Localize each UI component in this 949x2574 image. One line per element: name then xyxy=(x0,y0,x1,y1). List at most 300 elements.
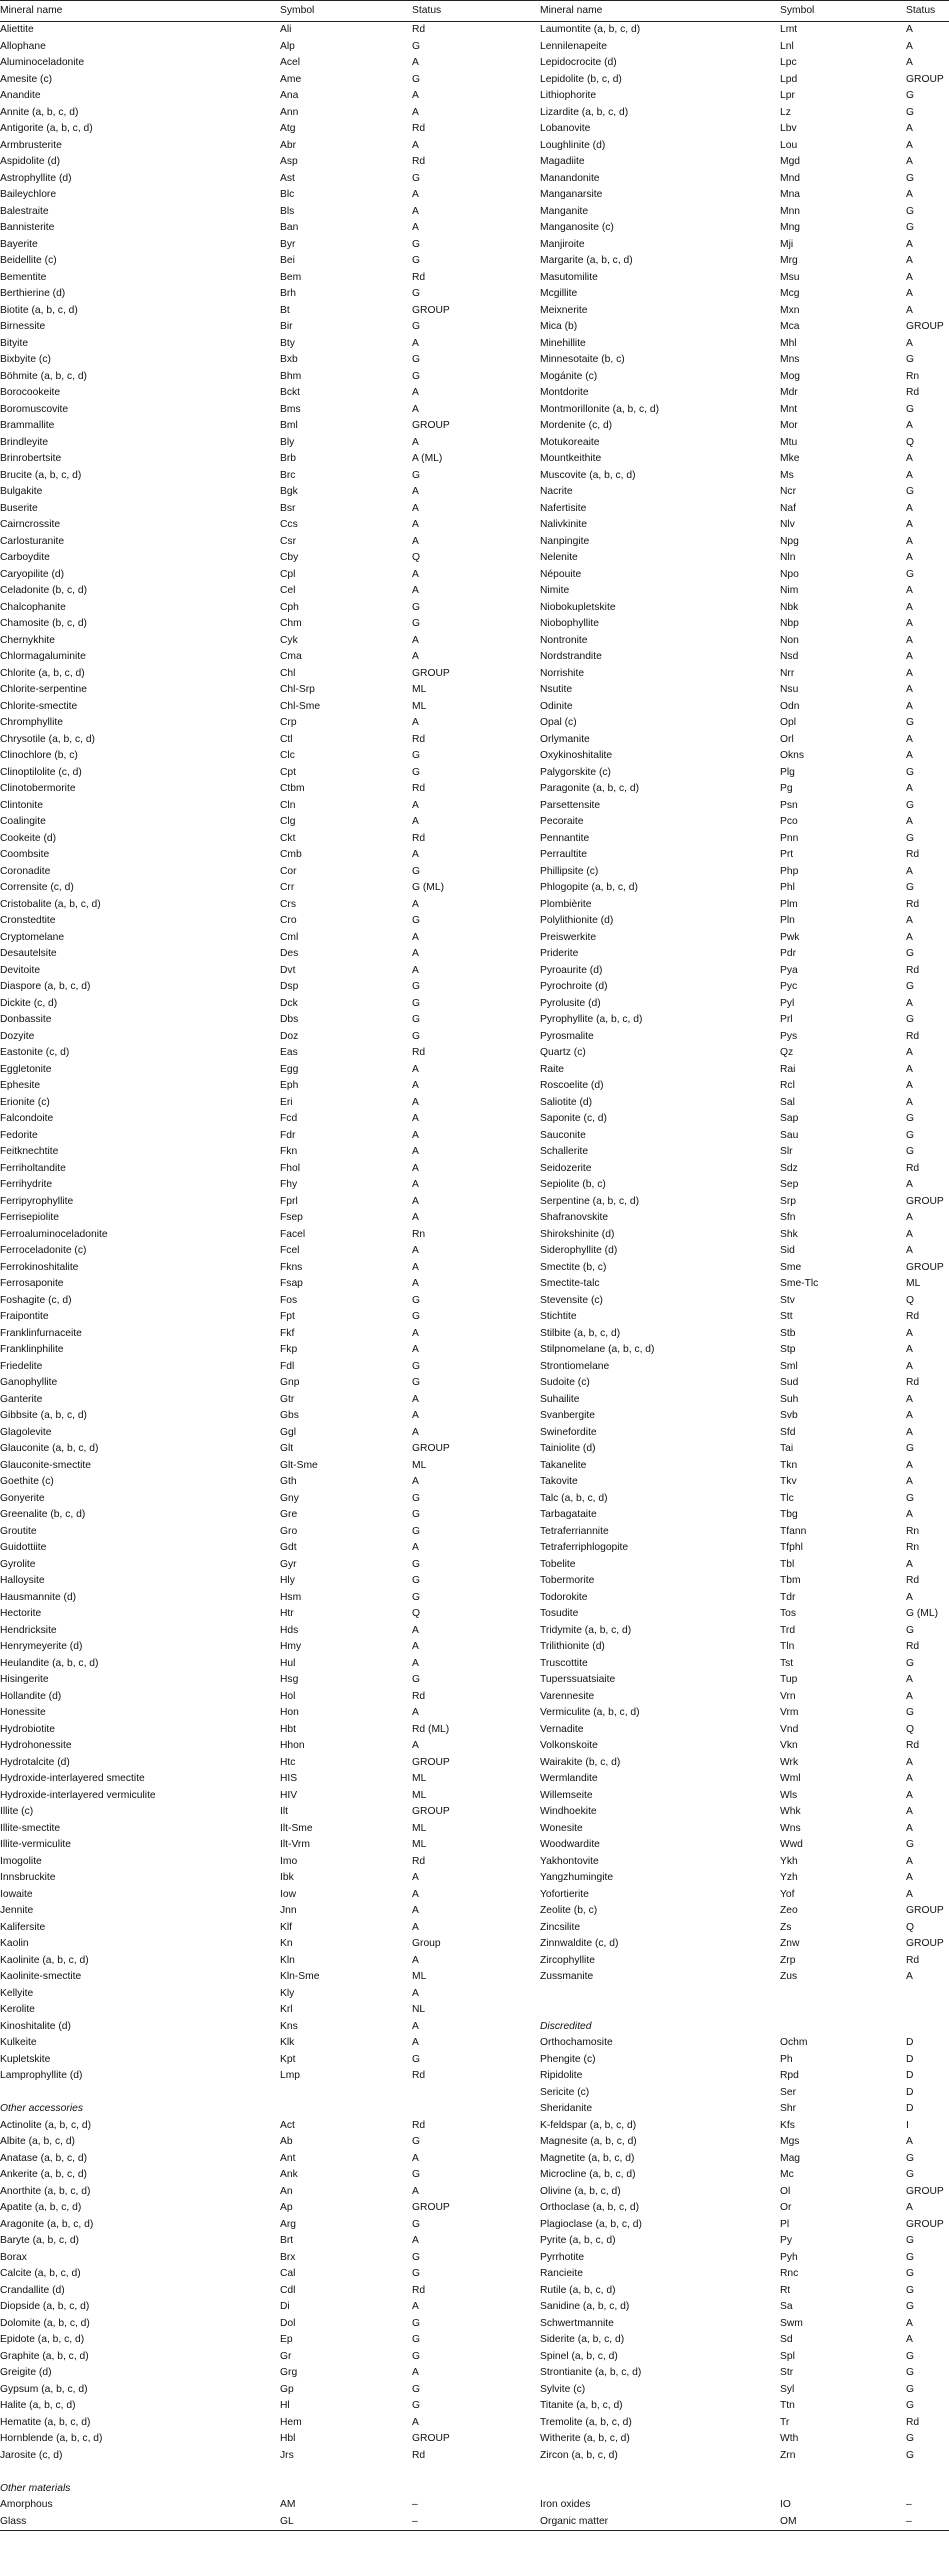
cell-symbol: Bxb xyxy=(280,354,298,365)
cell-status: NL xyxy=(412,2004,426,2015)
cell-mineral-name: Tobermorite xyxy=(540,1575,595,1586)
cell-status: G xyxy=(412,1558,421,1570)
cell-status: G xyxy=(906,568,915,580)
table-row xyxy=(0,468,949,485)
cell-symbol: Yof xyxy=(780,1888,795,1900)
cell-status: Rd (ML) xyxy=(412,1723,450,1735)
cell-symbol: Mnt xyxy=(780,403,798,415)
cell-symbol: Dck xyxy=(280,997,298,1009)
cell-mineral-name: Lepidocrocite (d) xyxy=(540,57,617,68)
cell-status: ML xyxy=(412,1789,427,1801)
cell-status: G xyxy=(412,618,421,629)
table-row xyxy=(0,1078,949,1095)
cell-status: Rd xyxy=(906,2416,920,2428)
cell-symbol: Bml xyxy=(280,420,298,431)
cell-mineral-name: Stichtite xyxy=(540,1311,577,1322)
cell-status: G xyxy=(906,90,915,101)
cell-mineral-name: Illite (c) xyxy=(0,1806,34,1817)
cell-symbol: Qz xyxy=(780,1047,794,1058)
cell-status: A xyxy=(906,24,913,35)
cell-status: G xyxy=(412,73,421,85)
cell-mineral-name: Cookeite (d) xyxy=(0,832,57,844)
cell-symbol: Mcg xyxy=(780,288,800,299)
cell-mineral-name: Ferroaluminoceladonite xyxy=(0,1228,108,1240)
cell-mineral-name: Coalingite xyxy=(0,816,46,827)
cell-mineral-name: Manganarsite xyxy=(540,189,603,200)
cell-symbol: Chl xyxy=(280,667,296,679)
cell-status: G xyxy=(906,1014,915,1025)
cell-symbol: Tkv xyxy=(780,1476,797,1487)
cell-symbol: Zrn xyxy=(780,2449,796,2461)
table-row xyxy=(0,369,949,386)
cell-status: G xyxy=(412,288,421,299)
cell-status: G xyxy=(412,2268,421,2279)
cell-mineral-name: Masutomilite xyxy=(540,271,598,283)
table-row xyxy=(0,1540,949,1557)
cell-symbol: Opl xyxy=(780,717,797,728)
cell-status: A xyxy=(906,40,913,52)
cell-status: A xyxy=(906,1591,913,1603)
cell-mineral-name: Ferripyrophyllite xyxy=(0,1195,74,1207)
cell-status: D xyxy=(906,2070,914,2081)
cell-status: A xyxy=(906,57,913,68)
cell-mineral-name: Iowaite xyxy=(0,1888,33,1900)
cell-mineral-name: Dolomite (a, b, c, d) xyxy=(0,2317,90,2329)
table-row xyxy=(0,352,949,369)
cell-symbol: Mns xyxy=(780,354,800,365)
cell-symbol: Gr xyxy=(280,2350,292,2362)
cell-mineral-name: Bayerite xyxy=(0,238,38,250)
cell-symbol: Vrm xyxy=(780,1707,799,1718)
table-row xyxy=(0,303,949,320)
cell-symbol: Pyl xyxy=(780,997,795,1009)
cell-status: A xyxy=(906,1344,913,1355)
cell-status: A xyxy=(906,139,913,151)
cell-mineral-name: Ferrokinoshitalite xyxy=(0,1261,79,1273)
cell-mineral-name: Discredited xyxy=(540,2020,592,2032)
cell-status: GROUP xyxy=(906,2185,944,2197)
cell-mineral-name: Aliettite xyxy=(0,24,34,35)
cell-mineral-name: Böhmite (a, b, c, d) xyxy=(0,370,87,382)
cell-symbol: Ttn xyxy=(780,2400,795,2411)
cell-symbol: Bei xyxy=(280,255,295,266)
cell-symbol: Tln xyxy=(780,1641,795,1652)
cell-status: A xyxy=(906,304,913,316)
cell-symbol: Cph xyxy=(280,601,299,613)
cell-status: G xyxy=(412,2334,421,2345)
cell-status: A xyxy=(906,1245,913,1256)
table-row xyxy=(0,1342,949,1359)
cell-symbol: Fprl xyxy=(280,1195,298,1207)
cell-status: G xyxy=(412,2218,421,2230)
cell-status: A xyxy=(412,717,419,728)
cell-status: A xyxy=(412,1113,419,1124)
cell-status: A xyxy=(906,2202,913,2213)
table-row xyxy=(0,105,949,122)
cell-mineral-name: Falcondoite xyxy=(0,1113,54,1124)
table-row xyxy=(0,1656,949,1673)
cell-status: A xyxy=(906,453,913,464)
cell-mineral-name: Crandallite (d) xyxy=(0,2284,65,2296)
cell-mineral-name: Corrensite (c, d) xyxy=(0,882,74,893)
cell-mineral-name: Varennesite xyxy=(540,1690,595,1702)
cell-symbol: Rcl xyxy=(780,1080,795,1091)
cell-mineral-name: Diopside (a, b, c, d) xyxy=(0,2301,90,2312)
table-row xyxy=(0,72,949,89)
cell-symbol: Rnc xyxy=(780,2268,799,2279)
cell-mineral-name: Aragonite (a, b, c, d) xyxy=(0,2218,94,2230)
cell-symbol: Cby xyxy=(280,552,299,563)
table-row xyxy=(0,171,949,188)
cell-status: ML xyxy=(412,684,427,695)
cell-mineral-name: Hornblende (a, b, c, d) xyxy=(0,2433,103,2444)
cell-symbol: Fhy xyxy=(280,1179,298,1190)
cell-status: Group xyxy=(412,1938,441,1949)
table-row xyxy=(0,1887,949,1904)
cell-status: A xyxy=(412,139,419,151)
table-row xyxy=(0,1788,949,1805)
cell-status: G xyxy=(906,2367,915,2378)
cell-symbol: Asp xyxy=(280,156,298,167)
cell-symbol: Npo xyxy=(780,568,799,580)
cell-mineral-name: Clintonite xyxy=(0,799,43,811)
cell-mineral-name: Bannisterite xyxy=(0,222,55,233)
cell-symbol: Nln xyxy=(780,552,796,563)
table-row xyxy=(0,963,949,980)
cell-mineral-name: Mogánite (c) xyxy=(540,370,598,382)
cell-status: A xyxy=(906,502,913,514)
cell-status: G xyxy=(412,321,421,332)
cell-status: A xyxy=(906,1080,913,1091)
table-row xyxy=(0,1491,949,1508)
cell-status: G xyxy=(906,403,915,415)
cell-status: A xyxy=(906,1872,913,1883)
cell-mineral-name: Manandonite xyxy=(540,172,600,184)
table-row xyxy=(0,534,949,551)
cell-mineral-name: Hendricksite xyxy=(0,1624,57,1636)
table-row xyxy=(0,2035,949,2052)
cell-symbol: Ep xyxy=(280,2334,293,2345)
cell-symbol: Hsg xyxy=(280,1674,299,1685)
cell-mineral-name: Pyrolusite (d) xyxy=(540,997,601,1009)
cell-symbol: Gyr xyxy=(280,1558,297,1570)
cell-mineral-name: Willemseite xyxy=(540,1789,593,1801)
cell-symbol: Orl xyxy=(780,733,794,745)
table-row xyxy=(0,1870,949,1887)
table-row xyxy=(0,1062,949,1079)
cell-symbol: Hul xyxy=(280,1657,296,1669)
cell-mineral-name: Allophane xyxy=(0,40,46,52)
table-row xyxy=(0,1590,949,1607)
cell-symbol: Tlc xyxy=(780,1492,794,1504)
cell-status: G xyxy=(906,2268,915,2279)
cell-status: GROUP xyxy=(906,321,944,332)
cell-status: G xyxy=(412,2251,421,2263)
cell-symbol: Jnn xyxy=(280,1905,297,1916)
cell-symbol: Fhol xyxy=(280,1162,301,1174)
cell-mineral-name: Organic matter xyxy=(540,2515,609,2527)
cell-status: A xyxy=(412,898,419,910)
cell-status: G xyxy=(906,106,915,118)
cell-symbol: Sa xyxy=(780,2301,793,2312)
cell-mineral-name: Jennite xyxy=(0,1905,34,1916)
cell-symbol: Znw xyxy=(780,1938,800,1949)
cell-symbol: Mca xyxy=(780,321,800,332)
cell-status: A xyxy=(906,667,913,679)
cell-status: G xyxy=(412,1492,421,1504)
cell-status: A xyxy=(412,436,419,448)
cell-symbol: Glt xyxy=(280,1443,294,1454)
cell-mineral-name: Pyrrhotite xyxy=(540,2251,585,2263)
cell-mineral-name: Borax xyxy=(0,2251,27,2263)
cell-symbol: Eri xyxy=(280,1096,293,1108)
cell-symbol: Csr xyxy=(280,535,297,547)
cell-status: Rn xyxy=(906,370,920,382)
cell-symbol: HIV xyxy=(280,1789,298,1801)
cell-symbol: Gnp xyxy=(280,1377,300,1388)
cell-mineral-name: Chlormagaluminite xyxy=(0,651,86,662)
cell-symbol: Dol xyxy=(280,2317,296,2329)
cell-symbol: Hbl xyxy=(280,2433,296,2444)
table-row xyxy=(0,2118,949,2135)
table-row xyxy=(0,385,949,402)
cell-status: G xyxy=(906,948,915,959)
cell-mineral-name: Palygorskite (c) xyxy=(540,766,611,778)
table-row xyxy=(0,1194,949,1211)
cell-status: A xyxy=(906,1393,913,1405)
table-row xyxy=(0,1029,949,1046)
cell-status: G xyxy=(906,832,915,844)
cell-mineral-name: Montdorite xyxy=(540,387,589,398)
table-row xyxy=(0,1243,949,1260)
cell-status: G xyxy=(412,1377,421,1388)
cell-symbol: IO xyxy=(780,2499,791,2510)
cell-symbol: Rai xyxy=(780,1063,796,1075)
cell-mineral-name: Greigite (d) xyxy=(0,2367,52,2378)
table-row xyxy=(0,2464,949,2481)
cell-symbol: Cpl xyxy=(280,568,296,580)
cell-symbol: Stt xyxy=(780,1311,793,1322)
cell-symbol: Ap xyxy=(280,2202,293,2213)
cell-symbol: Zeo xyxy=(780,1905,798,1916)
cell-mineral-name: Smectite-talc xyxy=(540,1278,600,1289)
cell-mineral-name: Eastonite (c, d) xyxy=(0,1047,70,1058)
cell-symbol: Sap xyxy=(780,1113,799,1124)
cell-symbol: Chm xyxy=(280,618,302,629)
cell-status: A xyxy=(412,1278,419,1289)
table-row xyxy=(0,682,949,699)
cell-status: G xyxy=(906,1113,915,1124)
cell-mineral-name: Truscottite xyxy=(540,1657,588,1669)
cell-symbol: Or xyxy=(780,2202,792,2213)
cell-symbol: Phl xyxy=(780,882,795,893)
cell-mineral-name: Armbrusterite xyxy=(0,139,62,151)
cell-symbol: Fkns xyxy=(280,1261,303,1273)
cell-mineral-name: Carlosturanite xyxy=(0,535,65,547)
cell-symbol: Kly xyxy=(280,1987,295,1999)
cell-symbol: Bir xyxy=(280,321,293,332)
cell-symbol: Ban xyxy=(280,222,299,233)
cell-symbol: Mnn xyxy=(780,205,801,217)
cell-status: A xyxy=(906,288,913,299)
cell-mineral-name: Titanite (a, b, c, d) xyxy=(540,2400,623,2411)
cell-mineral-name: Tridymite (a, b, c, d) xyxy=(540,1624,632,1636)
cell-mineral-name: Amesite (c) xyxy=(0,73,53,85)
cell-status: A xyxy=(906,865,913,877)
cell-symbol: Ph xyxy=(780,2053,793,2065)
cell-mineral-name: Heulandite (a, b, c, d) xyxy=(0,1657,99,1669)
cell-status: ML xyxy=(412,1971,427,1982)
table-row xyxy=(0,715,949,732)
cell-status: G xyxy=(412,255,421,266)
cell-status: A xyxy=(906,1096,913,1108)
cell-mineral-name: Aspidolite (d) xyxy=(0,156,61,167)
cell-symbol: Gro xyxy=(280,1525,298,1537)
cell-status: G xyxy=(412,1030,421,1042)
cell-symbol: Mxn xyxy=(780,304,800,316)
cell-status: A xyxy=(906,1789,913,1801)
cell-status: Rd xyxy=(906,1954,920,1966)
cell-mineral-name: Ephesite xyxy=(0,1080,41,1091)
table-row xyxy=(0,2233,949,2250)
cell-status: GROUP xyxy=(412,667,450,679)
cell-status: G xyxy=(906,2235,915,2246)
cell-symbol: Brc xyxy=(280,469,296,481)
table-row xyxy=(0,1045,949,1062)
cell-symbol: Chl-Srp xyxy=(280,684,315,695)
cell-mineral-name: Kinoshitalite (d) xyxy=(0,2020,71,2032)
cell-mineral-name: Innsbruckite xyxy=(0,1872,56,1883)
cell-symbol: Tbm xyxy=(780,1575,801,1586)
table-row xyxy=(0,567,949,584)
table-row xyxy=(0,1573,949,1590)
table-row xyxy=(0,1425,949,1442)
cell-mineral-name: Odinite xyxy=(540,700,573,712)
cell-symbol: Rpd xyxy=(780,2070,799,2081)
cell-symbol: Cln xyxy=(280,799,296,811)
cell-status: D xyxy=(906,2037,914,2048)
cell-symbol: Lmp xyxy=(280,2070,301,2081)
cell-mineral-name: Anandite xyxy=(0,90,41,101)
cell-mineral-name: Orlymanite xyxy=(540,733,590,745)
cell-status: D xyxy=(906,2086,914,2098)
cell-mineral-name: Celadonite (b, c, d) xyxy=(0,585,87,596)
cell-mineral-name: Yofortierite xyxy=(540,1888,589,1900)
cell-mineral-name: Magadiite xyxy=(540,156,585,167)
table-row xyxy=(0,2481,949,2498)
cell-symbol: Ibk xyxy=(280,1872,294,1883)
cell-status: A xyxy=(906,552,913,563)
cell-mineral-name: Coronadite xyxy=(0,865,51,877)
cell-symbol: Fdl xyxy=(280,1360,295,1372)
cell-symbol: Okns xyxy=(780,750,805,761)
table-row xyxy=(0,1854,949,1871)
cell-mineral-name: Antigorite (a, b, c, d) xyxy=(0,123,93,134)
cell-symbol: Ccs xyxy=(280,519,298,530)
table-row xyxy=(0,2085,949,2102)
table-row xyxy=(0,286,949,303)
cell-mineral-name: Hisingerite xyxy=(0,1674,49,1685)
cell-status: G xyxy=(906,2383,915,2395)
cell-symbol: Cml xyxy=(280,931,299,943)
cell-symbol: Lou xyxy=(780,139,798,151)
cell-status: A xyxy=(906,123,913,134)
cell-mineral-name: Kaolinite (a, b, c, d) xyxy=(0,1954,89,1966)
cell-status: GROUP xyxy=(412,2433,450,2444)
cell-status: G xyxy=(906,799,915,811)
cell-mineral-name: Ferrisepiolite xyxy=(0,1212,59,1223)
cell-mineral-name: Jarosite (c, d) xyxy=(0,2449,63,2461)
cell-mineral-name: Biotite (a, b, c, d) xyxy=(0,304,78,316)
cell-mineral-name: Friedelite xyxy=(0,1360,43,1372)
cell-status: A xyxy=(412,849,419,860)
table-row xyxy=(0,814,949,831)
cell-status: A xyxy=(412,90,419,101)
cell-symbol: Grg xyxy=(280,2367,298,2378)
table-row xyxy=(0,187,949,204)
cell-symbol: Tfann xyxy=(780,1525,807,1537)
cell-symbol: Brx xyxy=(280,2251,296,2263)
cell-status: A xyxy=(412,2037,419,2048)
cell-mineral-name: Brammallite xyxy=(0,420,55,431)
cell-status: Rn xyxy=(906,1542,920,1553)
cell-symbol: Sep xyxy=(780,1179,799,1190)
cell-status: G xyxy=(412,2317,421,2329)
cell-symbol: Zus xyxy=(780,1971,798,1982)
cell-symbol: Slr xyxy=(780,1146,793,1157)
cell-mineral-name: Woodwardite xyxy=(540,1839,600,1850)
cell-symbol: Ncr xyxy=(780,486,797,497)
cell-status: Rd xyxy=(412,156,426,167)
cell-symbol: OM xyxy=(780,2515,797,2527)
cell-symbol: Ilt-Sme xyxy=(280,1822,313,1834)
cell-symbol: Pl xyxy=(780,2218,790,2230)
table-row xyxy=(0,2431,949,2448)
cell-mineral-name: Halloysite xyxy=(0,1575,45,1586)
cell-symbol: Ali xyxy=(280,24,292,35)
cell-status: Rd xyxy=(906,1377,920,1388)
cell-mineral-name: Pyrochroite (d) xyxy=(540,981,608,992)
cell-symbol: AM xyxy=(280,2499,296,2510)
table-row xyxy=(0,1507,949,1524)
cell-mineral-name: Kaolin xyxy=(0,1938,29,1949)
cell-mineral-name: Phillipsite (c) xyxy=(540,865,599,877)
cell-status: ML xyxy=(412,1839,427,1850)
cell-status: A xyxy=(906,535,913,547)
table-row xyxy=(0,517,949,534)
cell-status: A xyxy=(412,1740,419,1751)
cell-symbol: Hol xyxy=(280,1690,296,1702)
cell-status: Rd xyxy=(906,1311,920,1322)
cell-symbol: Hem xyxy=(280,2416,302,2428)
table-row xyxy=(0,1309,949,1326)
cell-symbol: Dvt xyxy=(280,964,296,976)
cell-status: Rd xyxy=(906,1740,920,1751)
table-row xyxy=(0,1260,949,1277)
cell-symbol: Wns xyxy=(780,1822,801,1834)
cell-mineral-name: Zeolite (b, c) xyxy=(540,1905,598,1916)
cell-symbol: Nbk xyxy=(780,601,799,613)
cell-mineral-name: Rancieite xyxy=(540,2268,583,2279)
cell-symbol: Fos xyxy=(280,1294,298,1306)
cell-symbol: Cyk xyxy=(280,634,298,646)
cell-status: A xyxy=(906,684,913,695)
cell-symbol: Prl xyxy=(780,1014,793,1025)
cell-status: A xyxy=(906,519,913,530)
table-row xyxy=(0,1606,949,1623)
cell-mineral-name: Muscovite (a, b, c, d) xyxy=(540,469,636,481)
cell-mineral-name: Ankerite (a, b, c, d) xyxy=(0,2169,87,2180)
